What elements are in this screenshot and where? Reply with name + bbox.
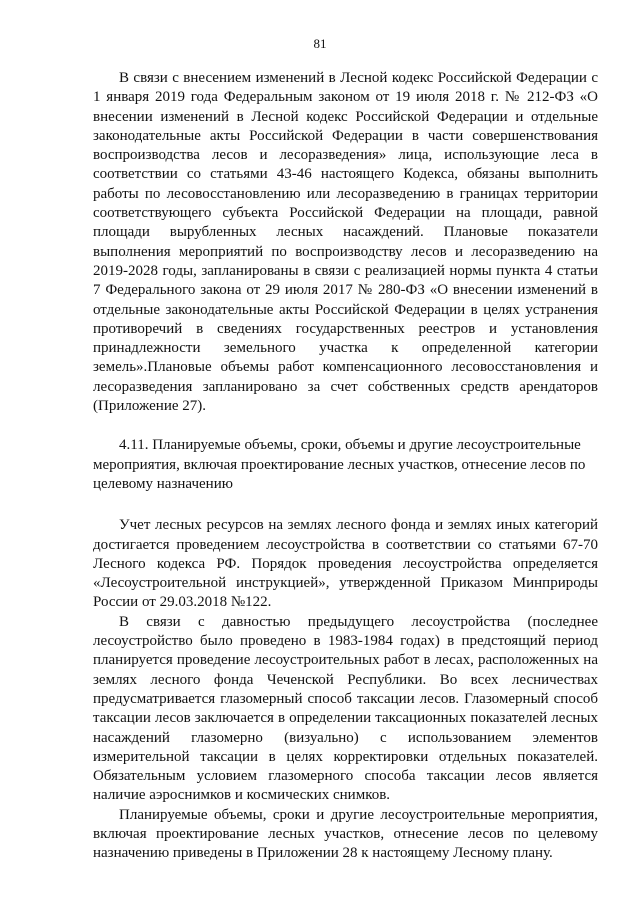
paragraph-remoteness: В связи с давностью предыдущего лесоустройства (последнее лесоустройство было проведено в 1983-1984 годах) в предстоящий период планируется проведение лесоустроительных работ в лесах, расположенных на землях лесного фонда Чеченской Республики. Во всех лесничествах предусматривается глазомерный способ таксации лесов. Глазомерный способ таксации лесов заключается в определении таксационных показателей лесных насаждений глазомерно (визуально) с использованием элементов измерительной таксации в целях корректировки отдельных показателей. Обязательным условием глазомерного способа таксации лесов является наличие аэроснимков и космических снимков. xyxy=(93,613,598,804)
document-body xyxy=(93,69,598,864)
paragraph-accounting: Учет лесных ресурсов на землях лесного фонда и землях иных категорий достигается проведением лесоустройства в соответствии со статьями 67-70 Лесного кодекса РФ. Порядок проведения лесоустройства определяется «Лесоустроительной инструкцией», утвержденной Приказом Минприроды России от 29.03.2018 №122. xyxy=(93,517,598,611)
paragraph-intro: В связи с внесением изменений в Лесной кодекс Российской Федерации с 1 января 2019 года Федеральным законом от 19 июля 2018 г. № 212-ФЗ «О внесении изменений в Лесной кодекс Российской Федерации и отдельные законодательные акты Российской Федерации в части совершенствования воспроизводства лесов и лесоразведения» лица, использующие леса в соответствии со статьями 43-46 настоящего Кодекса, обязаны выполнить работы по лесовосстановлению или лесоразведению в границах территории соответствующего субъекта Российской Федерации на площади, равной площади вырубленных лесных насаждений. Плановые показатели выполнения мероприятий по воспроизводству лесов и лесоразведению на 2019-2028 годы, запланированы в связи с реализацией нормы пункта 4 статьи 7 Федерального закона от 29 июля 2017 № 280-ФЗ «О внесении изменений в отдельные законодательные акты Российской Федерации в целях устранения противоречий в сведениях государственных реестров и установления принадлежности земельного участка к определенной категории земель».Плановые объемы работ компенсационного лесовосстановления и лесоразведения запланировано за счет собственных средств арендаторов (Приложение 27). xyxy=(93,70,598,415)
page-number: 81 xyxy=(313,36,327,51)
paragraph-planned: Планируемые объемы, сроки и другие лесоустроительные мероприятия, включая проектирование лесных участков, отнесение лесов по целевому назначению приведены в Приложении 28 к настоящему Лесному плану. xyxy=(93,806,598,862)
section-heading: 4.11. Планируемые объемы, сроки, объемы и другие лесоустроительные мероприятия, включая проектирование лесных участков, отнесение лесов по целевому назначению xyxy=(93,437,586,492)
